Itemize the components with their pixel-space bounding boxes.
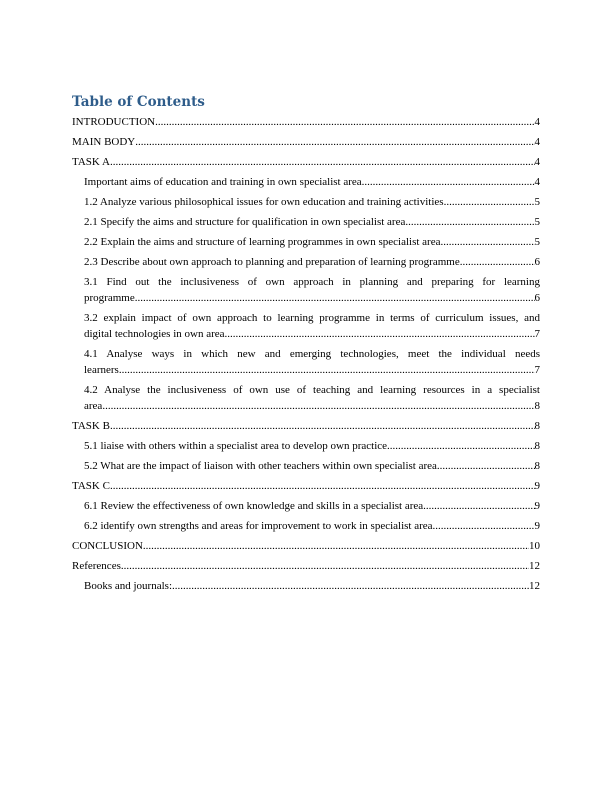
toc-entry-3-1[interactable] <box>84 274 540 306</box>
toc-page-number: 5 <box>534 196 540 208</box>
toc-entry-references[interactable] <box>72 558 540 574</box>
toc-entry-text: TASK A <box>72 156 110 168</box>
toc-entry-3-2[interactable] <box>84 310 540 342</box>
dot-leader <box>387 438 534 454</box>
toc-page-number: 8 <box>534 400 540 412</box>
toc-entry-4-2[interactable] <box>84 382 540 414</box>
dot-leader <box>119 362 535 378</box>
toc-entry-text: digital technologies in own area <box>84 328 225 340</box>
table-of-contents <box>72 114 540 598</box>
toc-entry-text: References <box>72 560 121 572</box>
toc-page-number: 12 <box>529 580 540 592</box>
toc-page-number: 9 <box>534 520 540 532</box>
toc-page-number: 8 <box>534 420 540 432</box>
toc-entry-text: MAIN BODY <box>72 136 136 148</box>
toc-entry-4-1[interactable] <box>84 346 540 378</box>
toc-entry-task-b[interactable] <box>72 418 540 434</box>
dot-leader <box>440 234 534 250</box>
dot-leader <box>172 578 529 594</box>
toc-entry-text-first-line: 4.2 Analyse the inclusiveness of own use of teaching and learning resources in a specialist <box>84 384 540 396</box>
dot-leader <box>362 174 535 190</box>
dot-leader <box>433 518 535 534</box>
dot-leader <box>437 458 535 474</box>
dot-leader <box>143 538 529 554</box>
toc-page-number: 5 <box>534 236 540 248</box>
toc-entry-text: 5.2 What are the impact of liaison with other teachers within own specialist area <box>84 460 437 472</box>
toc-entry-text: 5.1 liaise with others within a specialist area to develop own practice <box>84 440 388 452</box>
toc-entry-5-2[interactable] <box>84 458 540 474</box>
toc-entry-6-2[interactable] <box>84 518 540 534</box>
toc-entry-text: CONCLUSION <box>72 540 143 552</box>
toc-entry-2-1[interactable] <box>84 214 540 230</box>
toc-entry-text: 6.2 identify own strengths and areas for improvement to work in specialist area <box>84 520 433 532</box>
toc-entry-text: 6.1 Review the effectiveness of own knowledge and skills in a specialist area <box>84 500 424 512</box>
toc-page-number: 9 <box>534 480 540 492</box>
dot-leader <box>135 134 534 150</box>
dot-leader <box>110 478 535 494</box>
dot-leader <box>110 154 535 170</box>
toc-page-number: 7 <box>534 364 540 376</box>
toc-page-number: 7 <box>534 328 540 340</box>
toc-entry-text: TASK C <box>72 480 110 492</box>
toc-page-number: 10 <box>529 540 540 552</box>
dot-leader <box>460 254 535 270</box>
toc-page-number: 8 <box>534 460 540 472</box>
toc-entry-text: 2.2 Explain the aims and structure of learning programmes in own specialist area <box>84 236 441 248</box>
toc-page-number: 4 <box>534 116 540 128</box>
toc-entry-5-1[interactable] <box>84 438 540 454</box>
toc-entry-text: Important aims of education and training in own specialist area <box>84 176 362 188</box>
toc-entry-2-3[interactable] <box>84 254 540 270</box>
toc-entry-text: TASK B <box>72 420 110 432</box>
dot-leader <box>444 194 535 210</box>
dot-leader <box>135 290 535 306</box>
toc-entry-6-1[interactable] <box>84 498 540 514</box>
toc-entry-introduction[interactable] <box>72 114 540 130</box>
toc-entry-text: 2.1 Specify the aims and structure for qualification in own specialist area <box>84 216 406 228</box>
toc-entry-text: area <box>84 400 103 412</box>
toc-page-number: 6 <box>534 256 540 268</box>
toc-page-number: 5 <box>534 216 540 228</box>
dot-leader <box>102 398 534 414</box>
toc-entry-books-journals[interactable] <box>84 578 540 594</box>
toc-entry-text: INTRODUCTION <box>72 116 156 128</box>
toc-entry-conclusion[interactable] <box>72 538 540 554</box>
toc-entry-text: Books and journals: <box>84 580 172 592</box>
dot-leader <box>155 114 534 130</box>
toc-entry-text: 1.2 Analyze various philosophical issues for own education and training activities <box>84 196 444 208</box>
toc-entry-text: programme <box>84 292 135 304</box>
toc-title: Table of Contents <box>72 94 205 110</box>
dot-leader <box>110 418 535 434</box>
toc-entry-1-2[interactable] <box>84 194 540 210</box>
toc-entry-text-first-line: 3.2 explain impact of own approach to learning programme in terms of curriculum issues, and <box>84 312 540 324</box>
toc-entry-text-first-line: 4.1 Analyse ways in which new and emerging technologies, meet the individual needs <box>84 348 540 360</box>
toc-entry-text: 2.3 Describe about own approach to planning and preparation of learning programme <box>84 256 460 268</box>
toc-page-number: 6 <box>534 292 540 304</box>
toc-entry-2-2[interactable] <box>84 234 540 250</box>
toc-entry-text-first-line: 3.1 Find out the inclusiveness of own approach in planning and preparing for learning <box>84 276 540 288</box>
toc-page-number: 4 <box>534 156 540 168</box>
toc-entry-important-aims[interactable] <box>84 174 540 190</box>
toc-page-number: 9 <box>534 500 540 512</box>
toc-entry-main-body[interactable] <box>72 134 540 150</box>
dot-leader <box>225 326 535 342</box>
dot-leader <box>405 214 534 230</box>
toc-entry-text: learners <box>84 364 119 376</box>
dot-leader <box>423 498 534 514</box>
toc-entry-task-a[interactable] <box>72 154 540 170</box>
toc-entry-task-c[interactable] <box>72 478 540 494</box>
toc-page-number: 4 <box>534 136 540 148</box>
toc-page-number: 12 <box>529 560 540 572</box>
toc-page-number: 8 <box>534 440 540 452</box>
dot-leader <box>121 558 529 574</box>
toc-page-number: 4 <box>534 176 540 188</box>
